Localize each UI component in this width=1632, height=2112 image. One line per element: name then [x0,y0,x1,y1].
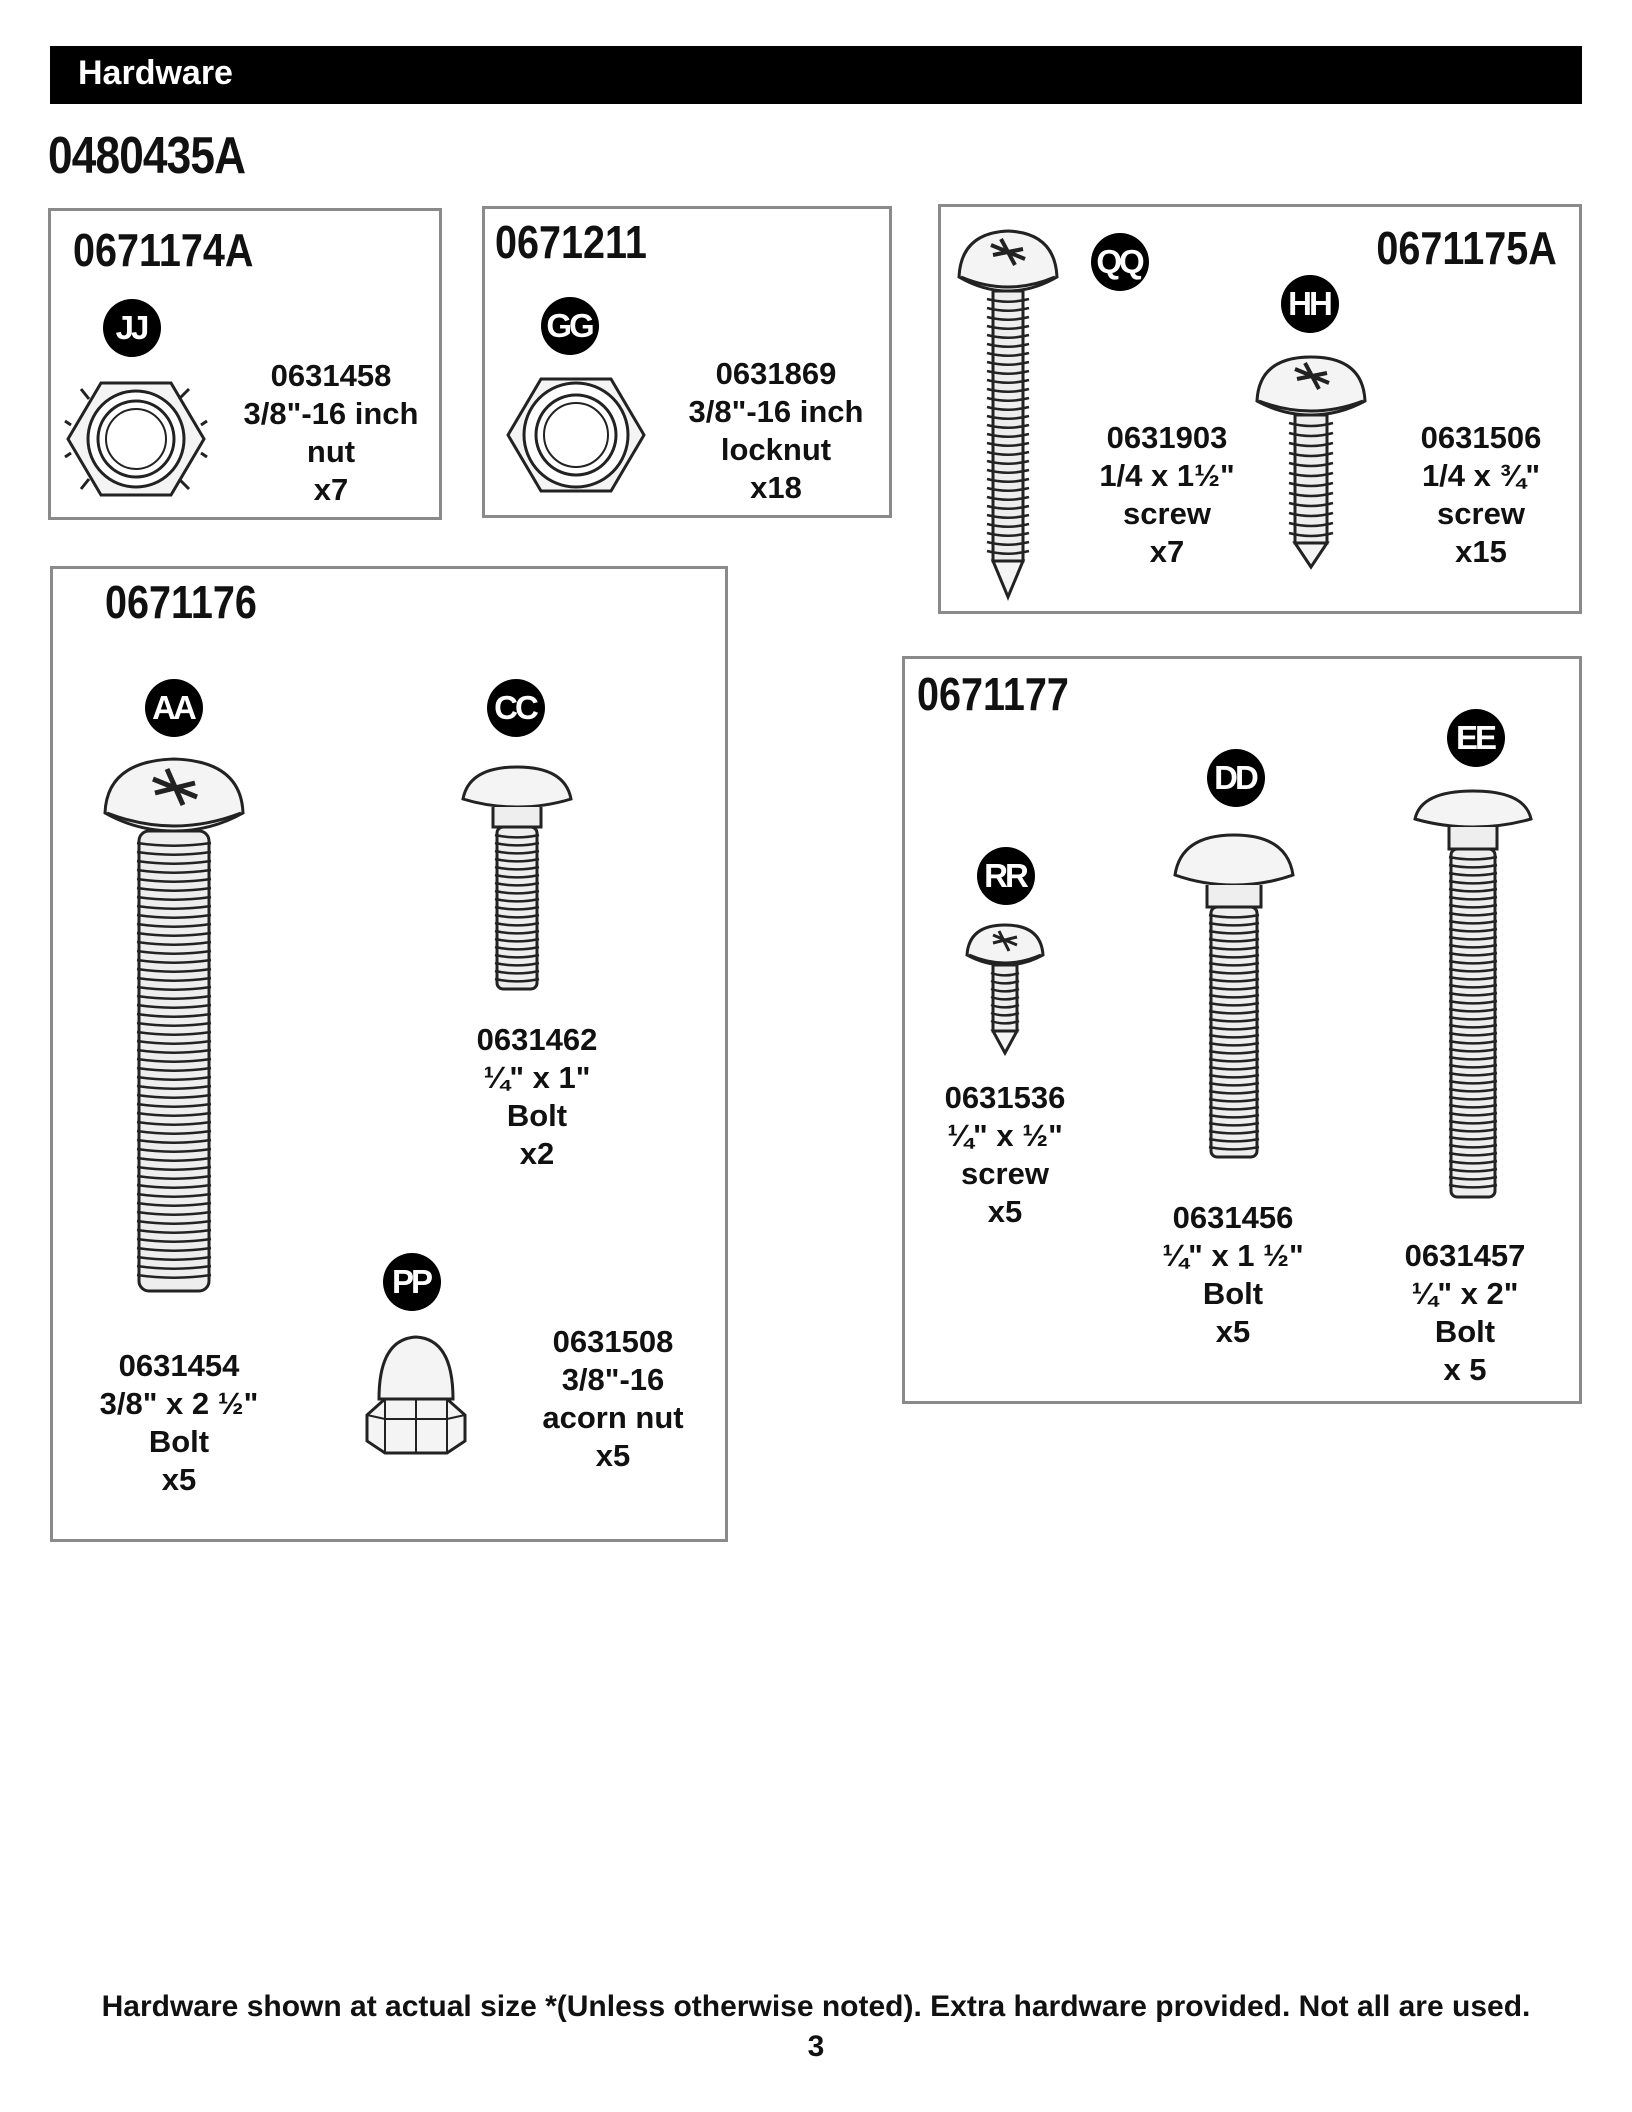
badge-hh: HH [1281,275,1339,333]
badge-aa: AA [145,679,203,737]
acorn-nut-illustration [361,1333,471,1457]
badge-pp: PP [383,1253,441,1311]
part-name: screw [1123,496,1211,531]
footer-note: Hardware shown at actual size *(Unless otherwise noted). Extra hardware provided. Not all are used. [101,1990,1531,2023]
page-number: 3 [807,2030,825,2063]
part-quantity: x 5 [1443,1352,1487,1387]
kit-code: 0480435A [48,127,246,185]
part-quantity: x15 [1455,534,1507,569]
part-quantity: x18 [750,470,802,505]
screw-illustration-hh [1253,353,1369,573]
part-size: 3/8"-16 inch [243,396,419,431]
hardware-box-0671211 [482,206,892,518]
part-size: 3/8"-16 inch [688,394,864,429]
part-quantity: x5 [595,1438,631,1473]
part-size: ¼" x 1" [483,1060,591,1095]
part-number: 0631454 [118,1348,240,1383]
part-info-jj [231,357,431,509]
part-info-ee [1365,1237,1565,1389]
part-info-rr [905,1079,1105,1231]
part-quantity: x5 [1215,1314,1251,1349]
part-number: 0631869 [715,356,837,391]
part-number: 0631903 [1106,420,1228,455]
part-quantity: x7 [1149,534,1185,569]
hardware-box-0671175A [938,204,1582,614]
bolt-illustration-ee [1411,789,1535,1209]
part-size: 1/4 x 1½" [1099,458,1235,493]
bolt-illustration-dd [1171,833,1297,1169]
locknut-illustration [501,365,651,505]
part-number: 0631456 [1172,1200,1294,1235]
part-size: 3/8" x 2 ½" [99,1386,259,1421]
part-name: Bolt [1434,1314,1496,1349]
part-size: 3/8"-16 [561,1362,665,1397]
part-number: 0631457 [1404,1238,1526,1273]
part-number: 0631462 [476,1022,598,1057]
part-size: ¼" x ½" [947,1118,1063,1153]
part-name: Bolt [1202,1276,1264,1311]
part-name: locknut [720,432,832,467]
badge-qq: QQ [1091,233,1149,291]
part-quantity: x5 [987,1194,1023,1229]
part-name: screw [961,1156,1049,1191]
part-name: Bolt [148,1424,210,1459]
box-code: 0671176 [105,576,257,628]
part-info-pp [513,1323,713,1475]
part-number: 0631508 [552,1324,674,1359]
part-info-gg [671,355,881,507]
badge-cc: CC [487,679,545,737]
badge-jj: JJ [103,299,161,357]
part-size: ¼" x 1 ½" [1162,1238,1304,1273]
part-number: 0631458 [270,358,392,393]
badge-ee: EE [1447,709,1505,767]
part-info-hh [1381,419,1581,571]
part-name: acorn nut [542,1400,684,1435]
box-code: 0671211 [495,216,647,268]
part-size: ¼" x 2" [1411,1276,1519,1311]
hardware-box-0671177 [902,656,1582,1404]
bolt-illustration-cc [459,765,575,1001]
part-quantity: x2 [519,1136,555,1171]
hardware-box-0671176 [50,566,728,1542]
screw-illustration-rr [963,921,1047,1057]
hardware-box-0671174A [48,208,442,520]
section-title: Hardware [78,54,233,92]
section-header-bar [50,46,1582,104]
part-quantity: x7 [313,472,349,507]
part-size: 1/4 x ¾" [1421,458,1541,493]
box-code: 0671175A [1376,222,1557,274]
part-info-cc [437,1021,637,1173]
part-info-dd [1133,1199,1333,1351]
screw-illustration-qq [953,225,1063,605]
part-name: Bolt [506,1098,568,1133]
part-quantity: x5 [161,1462,197,1497]
badge-dd: DD [1207,749,1265,807]
badge-gg: GG [541,297,599,355]
part-number: 0631506 [1420,420,1542,455]
box-code: 0671177 [917,668,1069,720]
box-code: 0671174A [73,224,254,276]
part-info-aa [79,1347,279,1499]
part-number: 0631536 [944,1080,1066,1115]
bolt-illustration-aa [99,755,249,1305]
nut-illustration [61,369,211,509]
part-name: nut [306,434,356,469]
badge-rr: RR [977,847,1035,905]
part-info-qq [1067,419,1267,571]
part-name: screw [1437,496,1525,531]
